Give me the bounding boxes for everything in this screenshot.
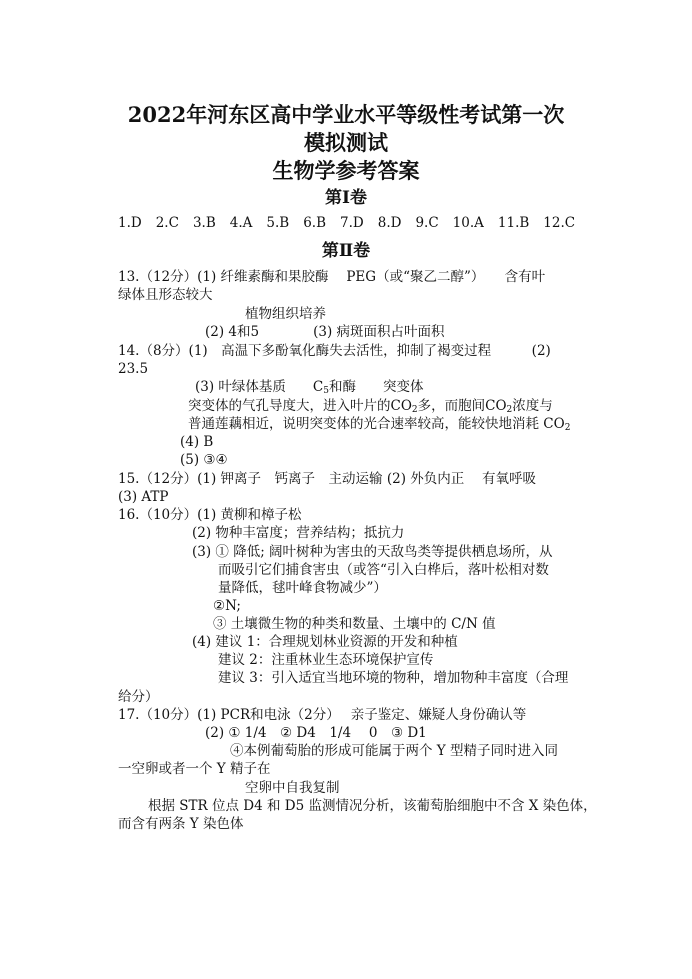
choice-answer: 5.B [266, 215, 290, 231]
q17-line: 一空卵或者一个 Y 精子在 [118, 761, 271, 777]
q14-line: 突变体的气孔导度大，进入叶片的$CO_2$多，而胞间$CO_2$浓度与 [188, 398, 553, 415]
q16-line: 建议 2：注重林业生态环境保护宣传 [218, 652, 434, 668]
q16-line: ③ 土壤微生物的种类和数量、土壤中的 C/N 值 [213, 616, 496, 632]
q14-line: (3) 叶绿体基质 $C_5$和酶 突变体 [195, 379, 424, 396]
choice-answer: 8.D [377, 215, 402, 231]
q13-line: 绿体且形态较大 [118, 287, 213, 303]
choice-answer: 4.A [229, 215, 253, 231]
choice-answer: 2.C [155, 215, 179, 231]
choice-answer: 1.D [118, 215, 142, 231]
q16-line: 量降低，毬叶峰食物减少”） [218, 580, 387, 596]
q14-line: (5) ③④ [180, 452, 228, 468]
q15-line: 15.（12分）(1) 钾离子 钙离子 主动运输 (2) 外负内正 有氧呼吸 [118, 471, 537, 487]
answer-key-title: 生物学参考答案 [272, 158, 420, 183]
q16-line: 16.（10分）(1) 黄柳和樟子松 [118, 507, 302, 523]
q17-line: (2) ① 1/4 ② D4 1/4 0 ③ D1 [205, 725, 427, 741]
exam-title: 2022年河东区高中学业水平等级性考试第一次 [127, 102, 565, 127]
q16-line: (4) 建议 1：合理规划林业资源的开发和种植 [192, 634, 458, 650]
choice-answer: 10.A [452, 215, 484, 231]
q14-line: 14.（8分）(1) 高温下多酚氧化酶失去活性，抑制了褐变过程 (2) [118, 343, 551, 359]
part-two-heading: 第Ⅱ卷 [321, 241, 371, 261]
part-one-heading: 第Ⅰ卷 [325, 188, 367, 208]
choice-answer: 7.D [340, 215, 364, 231]
q16-line: 而吸引它们捕食害虫（或答“引入白桦后，落叶松相对数 [218, 562, 549, 578]
q13-line: (2) 4和5 (3) 病斑面积占叶面积 [205, 324, 445, 340]
q17-line: 而含有两条 Y 染色体 [118, 816, 244, 832]
q13-line: 植物组织培养 [245, 306, 326, 322]
q14-line: 普通莲藕相近，说明突变体的光合速率较高，能较快地消耗 $CO_2$ [188, 416, 571, 433]
choice-answer: 11.B [497, 215, 530, 231]
choice-answer: 12.C [543, 215, 576, 231]
q17-line: ④本例葡萄胎的形成可能属于两个 Y 型精子同时进入同 [230, 743, 558, 759]
q17-line: 17.（10分）(1) PCR和电泳（2分） 亲子鉴定、嫌疑人身份确认等 [118, 707, 527, 723]
q16-line: (3) ① 降低; 阔叶树种为害虫的天敌鸟类等提供栖息场所，从 [192, 544, 553, 560]
q17-line: 根据 STR 位点 D4 和 D5 监测情况分析，该葡萄胎细胞中不含 X 染色体， [148, 798, 597, 814]
choice-answer: 6.B [303, 215, 327, 231]
choice-answer: 3.B [192, 215, 216, 231]
q14-line: (4) B [180, 434, 214, 450]
choice-answer: 9.C [415, 215, 439, 231]
q13-line: 13.（12分）(1) 纤维素酶和果胶酶 PEG（或“聚乙二醇”） 含有叶 [118, 269, 546, 285]
q17-line: 空卵中自我复制 [245, 780, 340, 796]
q16-line: 给分） [118, 689, 159, 705]
q14-line: 23.5 [118, 361, 149, 377]
q16-line: 建议 3：引入适宜当地环境的物种，增加物种丰富度（合理 [218, 670, 569, 686]
q16-line: ②N; [213, 598, 241, 614]
q16-line: (2) 物种丰富度；营养结构；抵抗力 [192, 525, 405, 541]
q15-line: (3) ATP [118, 489, 169, 505]
choice-answers-row [118, 215, 589, 231]
exam-subtitle: 模拟测试 [304, 130, 388, 155]
